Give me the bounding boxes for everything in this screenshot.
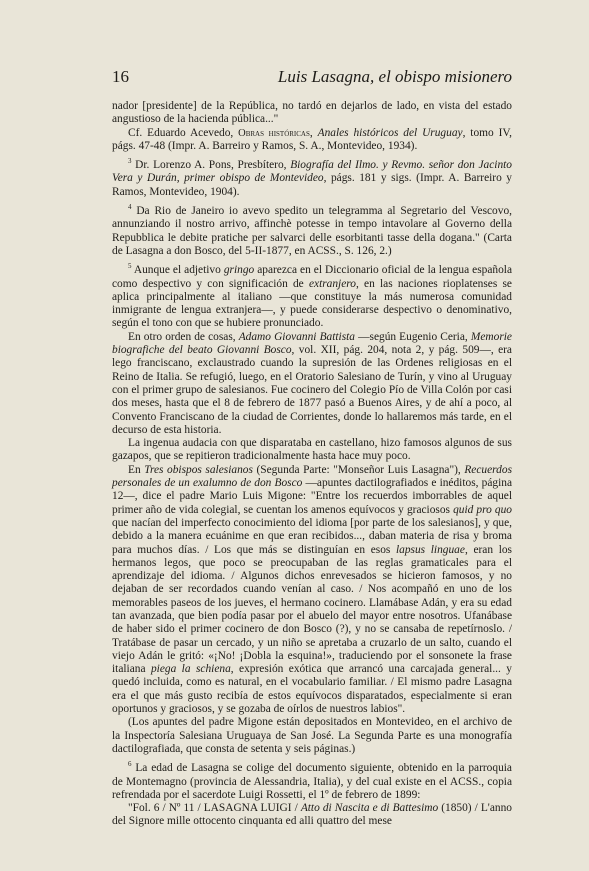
paragraph: En Tres obispos salesianos (Segunda Parte: "Monseñor Luis Lasagna"), Recuerdos personales de un exalumno de don Bosco —apuntes dactilografiados e inéditos, página 12—, dice el padre Mario Luis Migone: "Entre los recuerdos imborrables de aquel primer año de vida colegial, se cuentan los amenos equívocos y graciosos quid pro quo que nacían del imperfecto conocimiento del idioma [por parte de los salesianos], y que, debido a la manera ecuánime en que eran recibidos..., daban materia de risa y broma para muchos días. / Los que más se distinguían en esos lapsus linguae, eran los hermanos legos, que poco se preocupaban de las reglas gramaticales para el aprendizaje del idioma. / Algunos dichos enrevesados se hicieron famosos, y no dejaban de ser recordados cuando venían al caso. / Nos acompañó en uno de los memorables paseos de los jueves, el hermano cocinero. Llamábase Adán, y era su edad tan avanzada, que bien podía pasar por el abuelo del mayor entre nosotros. Ufanábase de haber sido el primer cocinero de don Bosco (?), y no se cansaba de repetírnoslo. / Tratábase de pasar un cercado, y un niño se apretaba a cruzarlo de un salto, cuando el viejo Adán le gritó: «¡No! ¡Dobla la esquina!», traduciendo por el sonsonete la frase italiana piega la schiena, expresión exótica que arrancó una carcajada general... y quedó incluida, como es natural, en el vocabulario familiar. / El mismo padre Lasagna era el que más gusto recibía de estos equívocos disparatados, especialmente si eran oportunos y graciosos, y se gozaba de oírlos de nuestros labios". <box>112 463 512 716</box>
page-header <box>112 67 512 89</box>
footnote-4: $^4$ Da Rio de Janeiro io avevo spedito un telegramma al Segretario del Vescovo, annunziando il nostro arrivo, affinchè potesse in tempo intavolare al Governo della Repubblica le debite pratiche per salvarci delle esorbitanti tasse della dogana." (Carta de Lasagna a don Bosco, del 5-II-1877, en ACSS., S. 126, 2.) <box>112 203 512 257</box>
footnotes-body <box>112 100 512 829</box>
page-number: 16 <box>112 67 129 86</box>
paragraph: En otro orden de cosas, Adamo Giovanni Battista —según Eugenio Ceria, Memorie biografiche del beato Giovanni Bosco, vol. XII, pág. 204, nota 2, y pág. 509—, era lego franciscano, exclaustrado cuando la supresión de las Ordenes religiosas en el Reino de Italia. Se refugió, luego, en el Oratorio Salesiano de Turín, y vino al Uruguay con el primer grupo de salesianos. Fue cocinero del Colegio Pío de Villa Colón por casi dos meses, hasta que el 8 de febrero de 1877 pasó a Buenos Aires, y de ahí a poco, al Convento Franciscano de la ciudad de Corrientes, donde lo hallaremos más tarde, en el decurso de esta historia. <box>112 330 512 436</box>
paragraph: Cf. Eduardo Acevedo, Obras históricas, Anales históricos del Uruguay, tomo IV, págs. 47-48 (Impr. A. Barreiro y Ramos, S. A., Montevideo, 1934). <box>112 126 512 152</box>
paragraph: "Fol. 6 / Nº 11 / LASAGNA LUIGI / Atto di Nascita e di Battesimo (1850) / L'anno del Signore mille ottocento cinquanta ed alli quattro del mese <box>112 802 512 828</box>
footnote-6: $^6$ La edad de Lasagna se colige del documento siguiente, obtenido en la parroquia de Montemagno (provincia de Alessandria, Italia), y del cual existe en el ACSS., copia refrendada por el sacerdote Luigi Rossetti, el 1º de febrero de 1899: <box>112 760 512 801</box>
paragraph: nador [presidente] de la República, no tardó en dejarlos de lado, en vista del estado angustioso de la hacienda pública..." <box>112 100 512 126</box>
running-title: Luis Lasagna, el obispo misionero <box>277 67 512 86</box>
paragraph: (Los apuntes del padre Migone están depositados en Montevideo, en el archivo de la Inspectoría Salesiana Uruguaya de San José. La Segunda Parte es una monografía dactilografiada, que consta de setenta y seis páginas.) <box>112 716 512 755</box>
footnote-3: $^3$ Dr. Lorenzo A. Pons, Presbítero, Biografía del Ilmo. y Revmo. señor don Jacinto Vera y Durán, primer obispo de Montevideo, págs. 181 y sigs. (Impr. A. Barreiro y Ramos, Montevideo, 1904). <box>112 157 513 198</box>
footnote-5: $^5$ Aunque el adjetivo gringo aparezca en el Diccionario oficial de la lengua española como despectivo y con significación de extranjero, en las naciones rioplatenses se aplica principalmente al italiano —que constituye la más numerosa comunidad inmigrante de lengua extranjera—, y puede considerarse despectivo o denominativo, según el tono con que se hubiere pronunciado. <box>112 262 512 330</box>
paragraph: La ingenua audacia con que disparataba en castellano, hizo famosos algunos de sus gazapos, que se repitieron tradicionalmente hasta hace muy poco. <box>112 437 512 463</box>
